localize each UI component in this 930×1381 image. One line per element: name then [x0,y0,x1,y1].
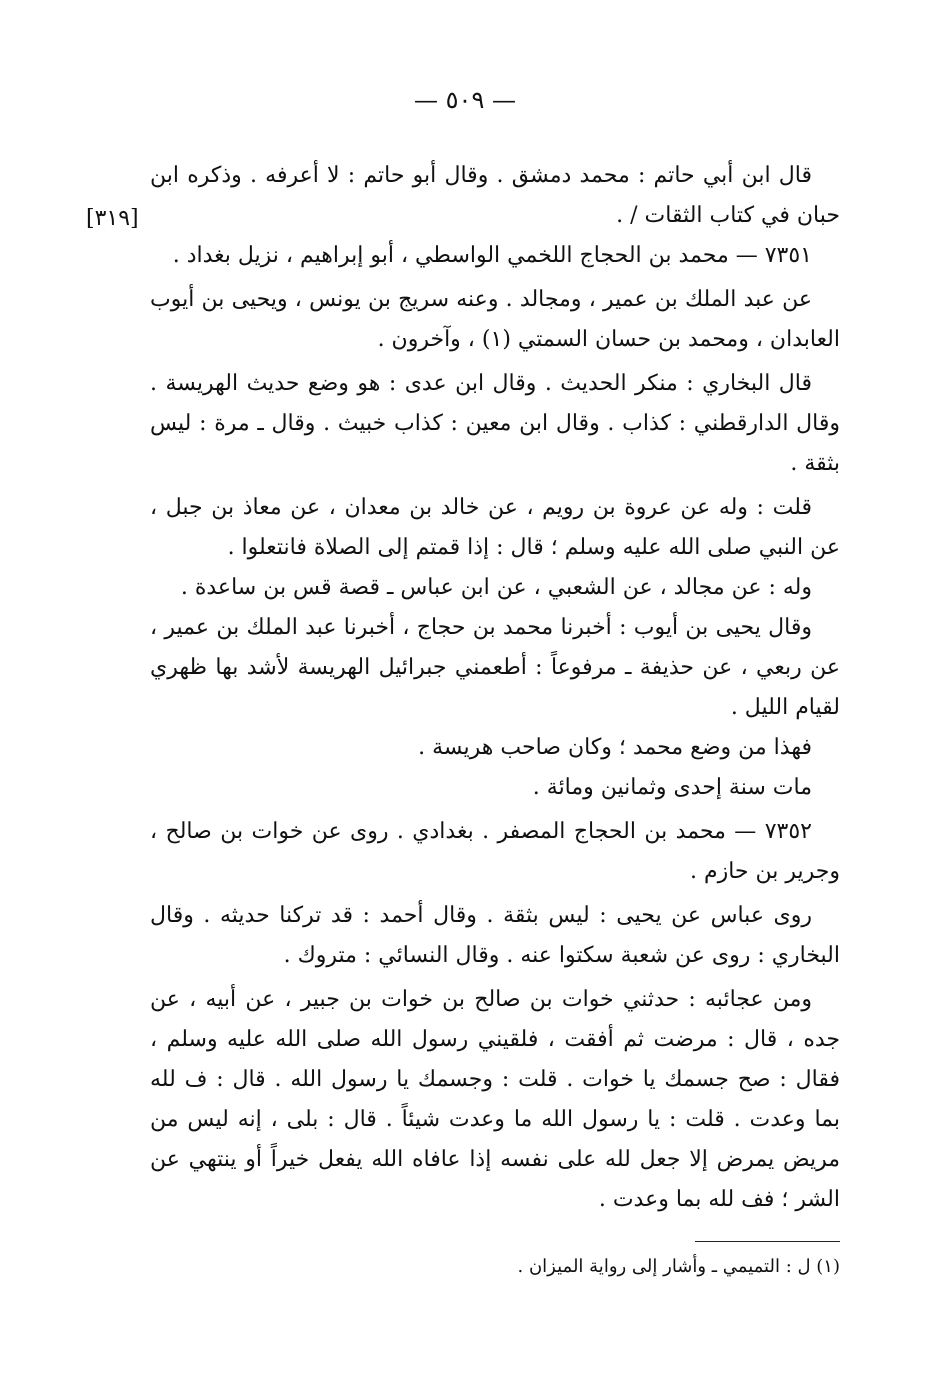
paragraph-critics: قال البخاري : منكر الحديث . وقال ابن عدى : هو وضع حديث الهريسة . وقال الدارقطني : كذاب . وقال ابن معين : كذاب خبيث . وقال ـ مرة : ليس بثقة . [150,371,840,476]
entry-7351-heading: ٧٣٥١ — محمد بن الحجاج اللخمي الواسطي ، أبو إبراهيم ، نزيل بغداد . [172,243,812,268]
paragraph-fabrication-note: فهذا من وضع محمد ؛ وكان صاحب هريسة . [418,735,812,760]
paragraph-khawwat-story: ومن عجائبه : حدثني خوات بن صالح بن خوات بن جبير ، عن أبيه ، عن جده ، قال : مرضت ثم أفقت ، فلقيني رسول الله صلى الله عليه وسلم ، فقال : صح جسمك يا خوات . قلت : وجسمك يا رسول الله . قال : ف لله بما وعدت . قلت : يا رسول الله ما وعدت شيئاً . قال : بلى ، إنه ليس من مريض يمرض إلا جعل لله على نفسه إذا عافاه الله يفعل خيراً أو ينتهي عن الشر ؛ فف لله بما وعدت . [150,987,840,1212]
page-number: — ٥٠٩ — [414,86,516,114]
margin-page-reference: [٣١٩] [86,206,139,231]
paragraph-narrators: عن عبد الملك بن عمير ، ومجالد . وعنه سريج بن يونس ، ويحيى بن أيوب العابدان ، ومحمد بن حسان السمتي (١) ، وآخرون . [150,287,840,352]
paragraph-ibn-abi-hatim: قال ابن أبي حاتم : محمد دمشق . وقال أبو حاتم : لا أعرفه . وذكره ابن حبان في كتاب الثقات / . [150,163,840,228]
paragraph-death-year: مات سنة إحدى وثمانين ومائة . [532,775,812,800]
paragraph-hadith-sandals: قلت : وله عن عروة بن رويم ، عن خالد بن معدان ، عن معاذ بن جبل ، عن النبي صلى الله عليه وسلم ؛ قال : إذا قمتم إلى الصلاة فانتعلوا . [150,495,840,560]
footnote-divider [695,1241,840,1242]
entry-7352-heading: ٧٣٥٢ — محمد بن الحجاج المصفر . بغدادي . روى عن خوات بن صالح ، وجرير بن حازم . [150,819,840,884]
paragraph-critics-7352: روى عباس عن يحيى : ليس بثقة . وقال أحمد : قد تركنا حديثه . وقال البخاري : روى عن شعبة سكتوا عنه . وقال النسائي : متروك . [150,903,840,968]
paragraph-harisa-hadith: وقال يحيى بن أيوب : أخبرنا محمد بن حجاج ، أخبرنا عبد الملك بن عمير ، عن ربعي ، عن حذيفة ـ مرفوعاً : أطعمني جبرائيل الهريسة لأشد بها ظهري لقيام الليل . [150,615,840,720]
paragraph-qus-bin-saida: وله : عن مجالد ، عن الشعبي ، عن ابن عباس ـ قصة قس بن ساعدة . [180,575,812,600]
main-text [150,156,840,1220]
footnote: (١) ل : التميمي ـ وأشار إلى رواية الميزان . [517,1256,840,1277]
